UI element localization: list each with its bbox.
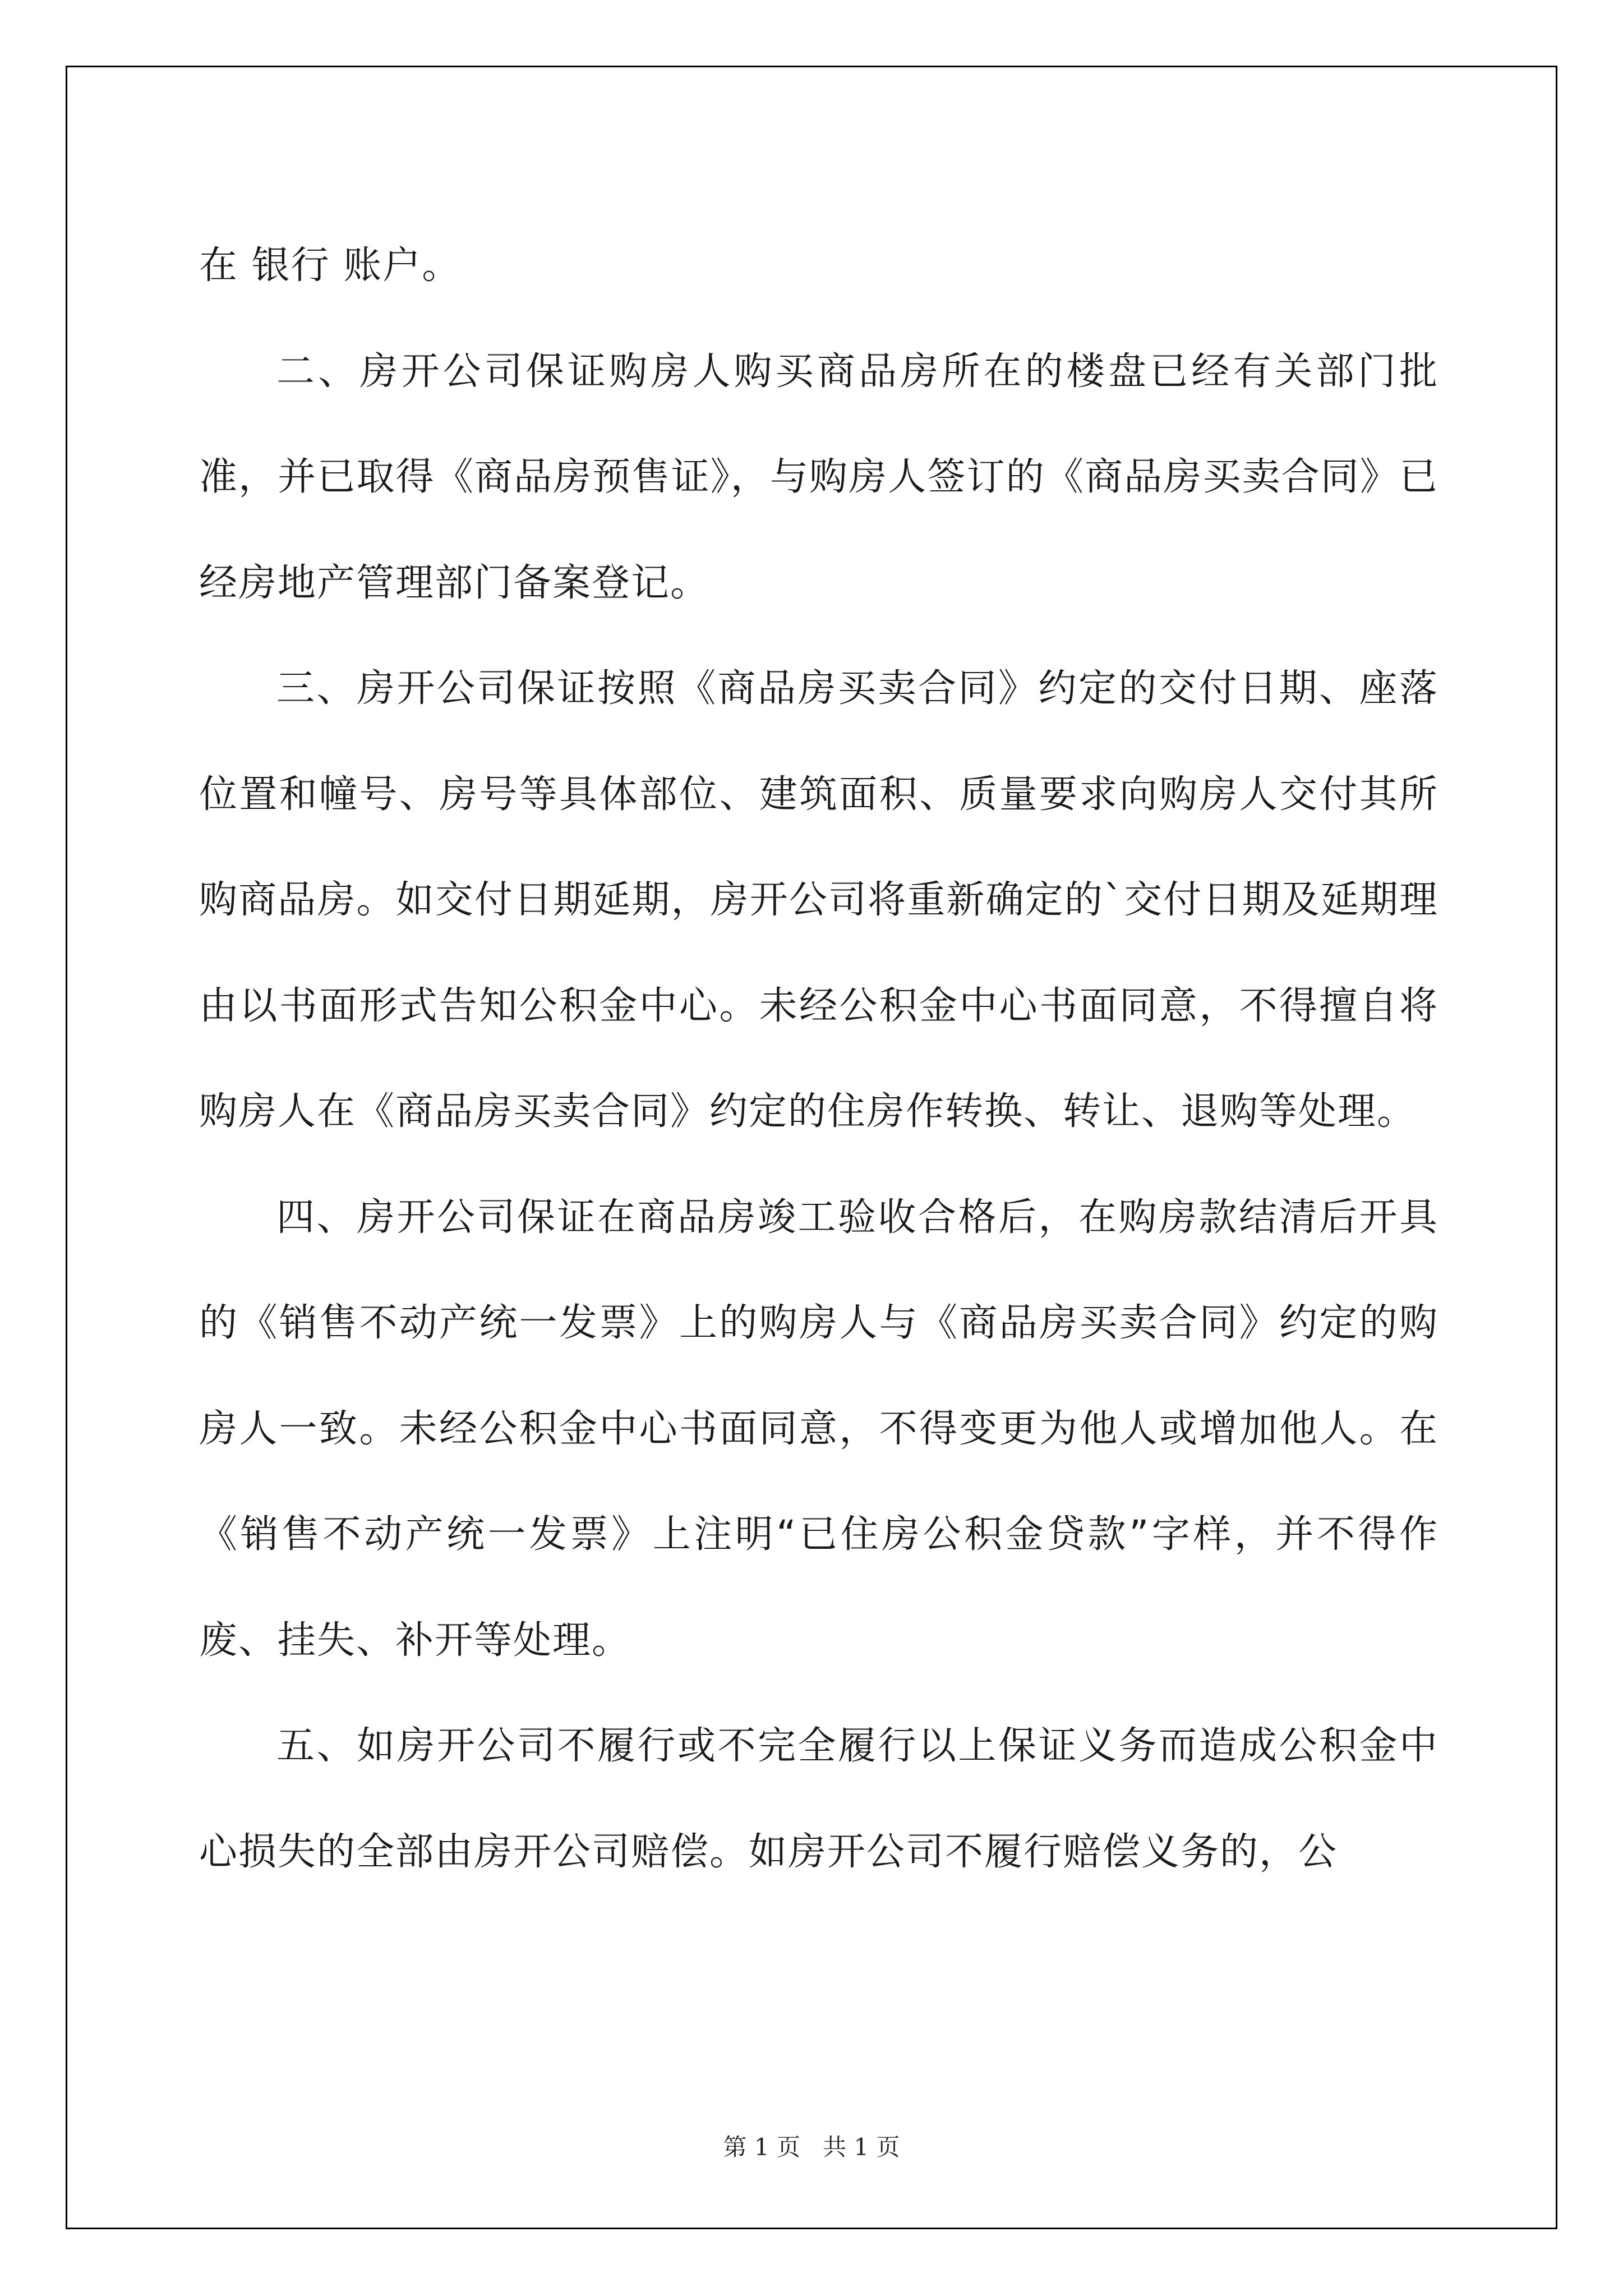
paragraph-clause-3: 三、房开公司保证按照《商品房买卖合同》约定的交付日期、座落位置和幢号、房号等具体部位、建筑面积、质量要求向购房人交付其所购商品房。如交付日期延期，房开公司将重新确定的`交付日期及延期理由以书面形式告知公积金中心。未经公积金中心书面同意，不得擅自将购房人在《商品房买卖合同》约定的住房作转换、转让、退购等处理。 [199, 666, 1438, 1134]
paragraph-continued: 在 银行 账户。 [199, 243, 462, 288]
paragraph-clause-2: 二、房开公司保证购房人购买商品房所在的楼盘已经有关部门批准，并已取得《商品房预售证》，与购房人签订的《商品房买卖合同》已经房地产管理部门备案登记。 [199, 349, 1438, 605]
document-body [199, 213, 1438, 1905]
page-footer: 第 1 页 共 1 页 [723, 2133, 900, 2161]
paragraph-clause-5: 五、如房开公司不履行或不完全履行以上保证义务而造成公积金中心损失的全部由房开公司赔偿。如房开公司不履行赔偿义务的，公 [199, 1724, 1438, 1874]
paragraph-clause-4: 四、房开公司保证在商品房竣工验收合格后，在购房款结清后开具的《销售不动产统一发票》上的购房人与《商品房买卖合同》约定的购房人一致。未经公积金中心书面同意，不得变更为他人或增加他人。在《销售不动产统一发票》上注明“已住房公积金贷款”字样，并不得作废、挂失、补开等处理。 [199, 1195, 1438, 1663]
